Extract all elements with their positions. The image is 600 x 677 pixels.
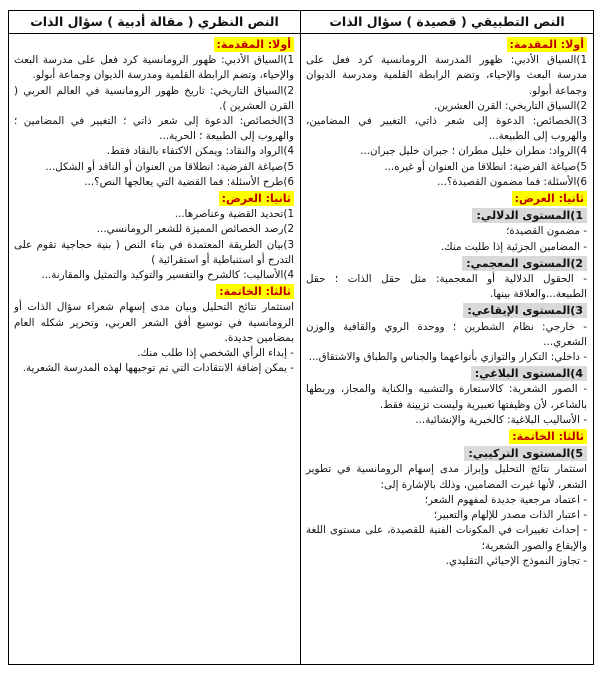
intro-item: 6)طرح الأسئلة: فما القضية التي يعالجها النص؟... xyxy=(84,175,294,188)
level-item: - الأساليب البلاغية: كالخبرية والإنشائية... xyxy=(415,413,587,426)
level-item: - مضمون القصيدة؛ xyxy=(506,225,587,238)
body-item: 3)بيان الطريقة المعتمدة في بناء النص ( بنية حجاجية تقوم على التدرج أو استنباطية أو استقرائية ) xyxy=(14,238,294,266)
body-item: 4)الأساليب: كالشرح والتفسير والتوكيد والتمثيل والمقارنة... xyxy=(41,269,294,282)
intro-item: 2)السياق التاريخي: تاريخ ظهور الرومانسية في العالم العربي ( القرن العشرين ). xyxy=(14,84,294,112)
level-title-lexical: 2)المستوى المعجمي: xyxy=(462,256,587,271)
theoretical-text-column xyxy=(9,11,300,664)
level-title-rhetorical: 4)المستوى البلاغي: xyxy=(471,366,587,381)
level-title-rhythmic: 3)المستوى الإيقاعي: xyxy=(463,303,587,318)
intro-heading: أولا: المقدمة: xyxy=(214,37,294,52)
level-item: - داخلي: التكرار والتوازي بأنواعهما والجناس والطباق والاشتقاق... xyxy=(308,351,587,364)
intro-item: 4)الرواد: مطران خليل مطران ؛ جبران خليل جبران... xyxy=(360,145,587,158)
conclusion-item: - يمكن إضافة الانتقادات التي تم توجيهها لهذه المدرسة الشعرية. xyxy=(22,362,294,375)
body-item: 1)تحديد القضية وعناصرها... xyxy=(174,208,294,221)
analysis-table xyxy=(8,10,594,665)
intro-item: 3)الخصائص: الدعوة إلى شعر ذاتي، التغيير في المضامين، والهروب إلى الطبيعة... xyxy=(306,115,587,143)
intro-item: 1)السياق الأدبي: ظهور المدرسة الرومانسية كرد فعل على مدرسة البعث والإحياء، وتضم الرابطة القلمية ومدرسة الديوان وجماعة أبولو. xyxy=(306,54,587,97)
level-item: - الحقول الدلالية أو المعجمية: مثل حقل الذات ؛ حقل الطبيعة...والعلاقة بينها. xyxy=(306,273,587,301)
conclusion-item: - اعتبار الذات مصدر للإلهام والتعبير؛ xyxy=(433,509,587,522)
conclusion-item: - تجاوز النموذج الإحيائي التقليدي. xyxy=(445,554,587,567)
applied-text-column xyxy=(300,11,593,664)
level-item: - خارجي: نظام الشطرين ؛ ووحدة الروي والقافية والوزن الشعري... xyxy=(306,320,587,348)
conclusion-text: استثمار نتائج التحليل وبيان مدى إسهام شعراء سؤال الذات أو الرومانسية في توسيع أفق الشعر العربي، وتحرير شكله العام بمضامين جديدة. xyxy=(14,301,294,344)
intro-heading: أولا: المقدمة: xyxy=(507,37,587,52)
conclusion-item: - اعتماد مرجعية جديدة لمفهوم الشعر؛ xyxy=(424,493,587,506)
conclusion-heading: ثالثا: الخاتمة: xyxy=(216,284,294,299)
intro-item: 5)صياغة الفرضية: انطلاقا من العنوان أو غيره... xyxy=(384,160,587,173)
conclusion-item: - إحداث تغييرات في المكونات الفنية للقصيدة، على مستوى اللغة والإيقاع والصور الشعرية؛ xyxy=(306,524,587,552)
level-title-structural: 5)المستوى التركيبي: xyxy=(464,446,587,461)
level-item: - الصور الشعرية: كالاستعارة والتشبيه والكناية والمجاز، وربطها بالشاعر، لأن وظيفتها تعبيرية وليست تزيينة فقط. xyxy=(306,383,587,411)
intro-item: 4)الرواد والنقاد: ويمكن الاكتفاء بالنقاد فقط. xyxy=(106,145,294,158)
conclusion-item: - إبداء الرأي الشخصي إذا طلب منك. xyxy=(137,347,294,360)
body-item: 2)رصد الخصائص المميزة للشعر الرومانسي... xyxy=(96,223,294,236)
body-heading: ثانيا: العرض: xyxy=(219,191,294,206)
level-title-semantic: 1)المستوى الدلالي: xyxy=(472,208,587,223)
body-heading: ثانيا: العرض: xyxy=(512,191,587,206)
intro-item: 1)السياق الأدبي: ظهور الرومانسية كرد فعل على مدرسة البعث والإحياء، وتضم الرابطة القلمية ومدرسة الديوان وجماعة أبولو. xyxy=(14,54,294,82)
theoretical-text-title: النص النظري ( مقالة أدبية ) سؤال الذات xyxy=(9,11,300,34)
conclusion-heading: ثالثا: الخاتمة: xyxy=(509,429,587,444)
intro-item: 3)الخصائص: الدعوة إلى شعر ذاتي ؛ التغيير في المضامين ؛ والهروب إلى الطبيعة ؛ الحرية... xyxy=(14,115,294,143)
applied-text-title: النص التطبيقي ( قصيدة ) سؤال الذات xyxy=(301,11,593,34)
intro-item: 2)السياق التاريخي: القرن العشرين. xyxy=(434,99,587,112)
intro-item: 6)الأسئلة: فما مضمون القصيدة؟... xyxy=(437,175,587,188)
level-item: - المضامين الجزئية إذا طلبت منك. xyxy=(440,240,587,253)
conclusion-text: استثمار نتائج التحليل وإبراز مدى إسهام الرومانسية في تطوير الشعر، لأنها غيرت المضامين، وذلك بالإشارة إلى: xyxy=(306,463,587,491)
intro-item: 5)صياغة الفرضية: انطلاقا من العنوان أو الناقد أو الشكل... xyxy=(45,160,294,173)
